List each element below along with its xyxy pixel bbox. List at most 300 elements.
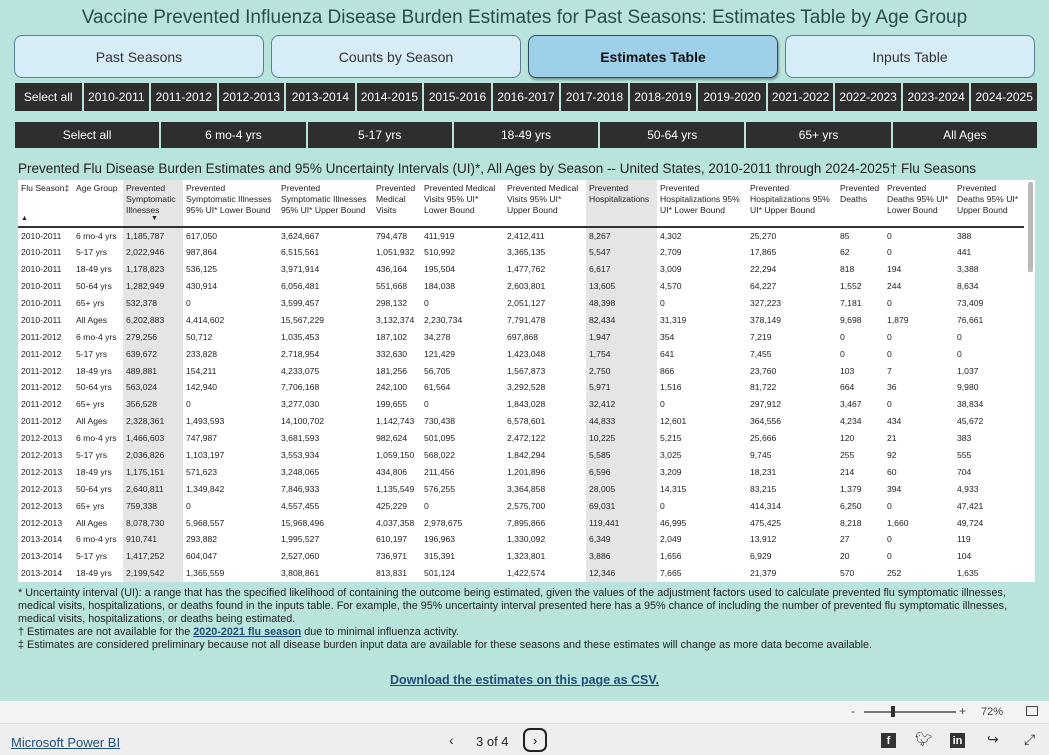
table-cell: 1,754 xyxy=(586,345,657,362)
table-cell: 610,197 xyxy=(376,534,408,545)
table-cell: 327,223 xyxy=(750,298,782,308)
column-header[interactable] xyxy=(586,180,657,227)
table-cell: 555 xyxy=(957,450,972,461)
season-slicer-item[interactable]: 2016-2017 xyxy=(493,83,560,111)
table-cell: 9,745 xyxy=(750,450,772,461)
table-cell: 3,971,914 xyxy=(281,264,320,275)
table-cell: 27 xyxy=(840,534,850,545)
table-cell: 61,564 xyxy=(424,382,451,393)
table-cell: 297,912 xyxy=(750,399,782,410)
table-cell: 4,933 xyxy=(957,483,979,494)
table-scrollbar[interactable] xyxy=(1028,182,1033,272)
table-cell: 3,599,457 xyxy=(281,298,320,308)
table-cell: 1,516 xyxy=(660,382,682,393)
table-cell: 5,215 xyxy=(660,433,682,444)
column-header[interactable] xyxy=(884,180,954,227)
table-cell: 6,617 xyxy=(586,261,657,278)
share-icon[interactable]: ↪ xyxy=(987,731,999,747)
table-cell: 0 xyxy=(660,399,665,410)
table-cell: 293,882 xyxy=(186,534,218,545)
table-cell: 563,024 xyxy=(123,379,183,396)
table-cell: 2,199,542 xyxy=(123,565,183,582)
column-header[interactable] xyxy=(373,180,421,227)
table-row[interactable] xyxy=(18,548,1024,565)
table-cell: All Ages xyxy=(76,314,108,325)
table-cell: 195,504 xyxy=(424,264,456,275)
table-cell: 1,466,603 xyxy=(123,430,183,447)
table-cell: 4,557,455 xyxy=(281,500,320,511)
table-cell: 489,881 xyxy=(123,362,183,379)
table-cell: 25,666 xyxy=(750,433,777,444)
table-cell: 2,022,946 xyxy=(123,244,183,261)
table-cell: 2012-2013 xyxy=(21,517,63,528)
table-cell: 1,185,787 xyxy=(123,227,183,244)
column-header-label: Flu Season‡ xyxy=(21,183,70,193)
season-slicer-item[interactable]: 2012-2013 xyxy=(219,83,285,111)
table-cell: 7,791,478 xyxy=(507,314,546,325)
column-header-label: Prevented Hospitalizations 95% UI* Upper Bound xyxy=(750,183,830,215)
microsoft-power-bi-link[interactable]: Microsoft Power BI xyxy=(11,735,121,750)
season-slicer-item[interactable]: 2023-2024 xyxy=(903,83,970,111)
table-cell: 0 xyxy=(887,551,892,562)
table-row[interactable] xyxy=(18,447,1024,464)
table-cell: 3,248,065 xyxy=(281,466,320,477)
table-cell: 2,051,127 xyxy=(507,298,546,308)
table-cell: 536,125 xyxy=(186,264,218,275)
table-cell: 20 xyxy=(840,551,850,562)
table-cell: 866 xyxy=(660,365,675,376)
age-slicer-item[interactable]: 50-64 yrs xyxy=(600,122,744,148)
table-cell: 6,578,601 xyxy=(507,416,546,427)
table-cell: 6 mo-4 yrs xyxy=(76,534,117,545)
table-cell: 2,978,675 xyxy=(424,517,463,528)
table-cell: 15,567,229 xyxy=(281,314,325,325)
table-cell: 1,879 xyxy=(887,314,909,325)
table-cell: 7,455 xyxy=(750,348,772,359)
table-cell: 298,132 xyxy=(376,298,408,308)
table-cell: 747,987 xyxy=(186,433,218,444)
download-csv-link[interactable]: Download the estimates on this page as CSV. xyxy=(389,673,660,687)
season-slicer-item[interactable]: 2021-2022 xyxy=(768,83,834,111)
table-cell: 187,102 xyxy=(376,331,408,342)
table-cell: 571,623 xyxy=(186,466,218,477)
table-cell: 434 xyxy=(887,416,902,427)
table-cell: 794,478 xyxy=(376,230,408,241)
table-row[interactable] xyxy=(18,463,1024,480)
table-cell: 119,441 xyxy=(586,514,657,531)
table-cell: 4,302 xyxy=(660,230,682,241)
table-cell: 2,472,122 xyxy=(507,433,546,444)
table-cell: 14,315 xyxy=(660,483,687,494)
table-cell: 0 xyxy=(424,399,429,410)
age-slicer-item[interactable]: 5-17 yrs xyxy=(308,122,452,148)
table-cell: 81,722 xyxy=(750,382,777,393)
table-cell: 12,601 xyxy=(660,416,687,427)
column-header[interactable] xyxy=(73,180,123,227)
table-cell: 119 xyxy=(957,534,971,545)
season-slicer-item[interactable]: 2013-2014 xyxy=(286,83,355,111)
table-cell: 1,330,092 xyxy=(507,534,546,545)
table-cell: 411,919 xyxy=(424,230,455,241)
table-cell: 3,364,858 xyxy=(507,483,546,494)
table-cell: 1,660 xyxy=(887,517,909,528)
table-cell: 2,412,411 xyxy=(507,230,545,241)
table-row[interactable] xyxy=(18,379,1024,396)
twitter-icon[interactable]: 🐦︎ xyxy=(915,731,933,747)
season-slicer-item[interactable]: 2022-2023 xyxy=(835,83,901,111)
table-cell: 14,100,702 xyxy=(281,416,325,427)
column-header[interactable] xyxy=(421,180,504,227)
column-header[interactable] xyxy=(504,180,586,227)
table-cell: 394 xyxy=(887,483,902,494)
column-header[interactable] xyxy=(18,180,73,227)
table-cell: 501,124 xyxy=(424,568,456,579)
table-cell: 31,319 xyxy=(660,314,687,325)
table-cell: 2010-2011 xyxy=(21,314,62,325)
table-cell: 5-17 yrs xyxy=(76,247,108,258)
table-cell: 6,202,883 xyxy=(123,311,183,328)
table-cell: 60 xyxy=(887,466,897,477)
table-cell: 22,294 xyxy=(750,264,777,275)
powerbi-footer xyxy=(0,723,1049,755)
table-cell: 4,233,075 xyxy=(281,365,320,376)
table-cell: 641 xyxy=(660,348,675,359)
zoom-in-button[interactable]: + xyxy=(959,704,967,718)
column-header-label: Prevented Deaths xyxy=(840,183,880,204)
table-cell: 2,603,801 xyxy=(507,281,546,292)
table-cell: 5-17 yrs xyxy=(76,551,108,562)
table-cell: 65+ yrs xyxy=(76,298,105,308)
table-cell: All Ages xyxy=(76,416,108,427)
table-cell: 736,971 xyxy=(376,551,408,562)
table-cell: 7,665 xyxy=(660,568,682,579)
table-cell: 1,349,842 xyxy=(186,483,225,494)
table-row[interactable] xyxy=(18,345,1024,362)
table-cell: 49,724 xyxy=(957,517,984,528)
column-header[interactable] xyxy=(657,180,747,227)
table-cell: 0 xyxy=(887,348,892,359)
sort-ascending-icon[interactable]: ▲ xyxy=(21,215,28,222)
age-slicer-item[interactable]: Select all xyxy=(15,122,159,148)
column-header-label: Prevented Medical Visits xyxy=(376,183,416,215)
column-header-label: Prevented Hospitalizations xyxy=(589,183,650,204)
table-cell: 1,552 xyxy=(840,281,862,292)
column-header[interactable] xyxy=(837,180,884,227)
table-row[interactable] xyxy=(18,565,1024,582)
footnote-double-dagger: ‡ Estimates are considered preliminary because not all disease burden input data are available for these seasons and these estimates will change as more data become available. xyxy=(18,639,873,651)
next-page-button[interactable] xyxy=(523,728,547,752)
table-cell: 6,596 xyxy=(586,463,657,480)
table-cell: 50,712 xyxy=(186,331,213,342)
table-row[interactable] xyxy=(18,278,1024,295)
column-header[interactable] xyxy=(954,180,1024,227)
table-row[interactable] xyxy=(18,413,1024,430)
column-header[interactable] xyxy=(183,180,278,227)
column-header-label: Prevented Hospitalizations 95% UI* Lower Bound xyxy=(660,183,740,215)
table-cell: 1,365,559 xyxy=(186,568,225,579)
table-cell: 83,215 xyxy=(750,483,777,494)
table-cell: 576,255 xyxy=(424,483,456,494)
table-cell: 2013-2014 xyxy=(21,551,63,562)
age-slicer-item[interactable]: All Ages xyxy=(893,122,1037,148)
table-cell: 818 xyxy=(840,264,855,275)
tab-inputs-table[interactable]: Inputs Table xyxy=(785,35,1035,78)
previous-page-button[interactable]: ‹ xyxy=(449,732,454,748)
table-cell: 12,346 xyxy=(586,565,657,582)
table-cell: 1,103,197 xyxy=(186,450,225,461)
table-cell: 813,831 xyxy=(376,568,408,579)
table-cell: 356,528 xyxy=(123,396,183,413)
table-cell: 6,515,561 xyxy=(281,247,320,258)
table-cell: 475,425 xyxy=(750,517,782,528)
linkedin-icon[interactable]: in xyxy=(950,733,965,748)
table-cell: 4,414,602 xyxy=(186,314,225,325)
table-cell: 551,668 xyxy=(376,281,408,292)
tab-counts-by-season[interactable]: Counts by Season xyxy=(271,35,521,78)
table-cell: 2011-2012 xyxy=(21,382,62,393)
table-cell: 1,842,294 xyxy=(507,450,546,461)
table-cell: 214 xyxy=(840,466,855,477)
table-cell: 47,421 xyxy=(957,500,984,511)
estimates-table-visual xyxy=(18,180,1035,582)
table-cell: 6 mo-4 yrs xyxy=(76,331,117,342)
table-cell: 0 xyxy=(957,348,962,359)
table-cell: 730,438 xyxy=(424,416,456,427)
zoom-slider-thumb[interactable] xyxy=(891,706,895,717)
column-header-label: Prevented Medical Visits 95% UI* Upper Bound xyxy=(507,183,579,215)
table-cell: 21 xyxy=(887,433,897,444)
table-cell: 1,567,873 xyxy=(507,365,546,376)
table-cell: 2,640,811 xyxy=(123,480,183,497)
footnotes xyxy=(18,587,1033,652)
table-cell: 56,705 xyxy=(424,365,451,376)
column-header-label: Age Group xyxy=(76,183,118,193)
tab-past-seasons[interactable]: Past Seasons xyxy=(14,35,264,78)
table-cell: 501,095 xyxy=(424,433,456,444)
table-cell: 17,865 xyxy=(750,247,777,258)
table-cell: 211,456 xyxy=(424,466,455,477)
season-slicer-item[interactable]: 2019-2020 xyxy=(698,83,766,111)
table-cell: 987,864 xyxy=(186,247,218,258)
table-cell: 354 xyxy=(660,331,675,342)
column-header[interactable] xyxy=(278,180,373,227)
table-cell: 104 xyxy=(957,551,972,562)
table-cell: 9,980 xyxy=(957,382,979,393)
table-cell: 48,398 xyxy=(586,295,657,312)
table-cell: 617,050 xyxy=(186,230,218,241)
sort-descending-icon[interactable]: ▼ xyxy=(151,215,158,222)
table-cell: 3,886 xyxy=(586,548,657,565)
table-cell: 103 xyxy=(840,365,855,376)
table-row[interactable] xyxy=(18,531,1024,548)
table-cell: 34,278 xyxy=(424,331,451,342)
season-slicer-item[interactable]: 2014-2015 xyxy=(357,83,423,111)
table-cell: 3,132,374 xyxy=(376,314,415,325)
table-cell: 2012-2013 xyxy=(21,466,63,477)
table-cell: 1,423,048 xyxy=(507,348,546,359)
table-cell: 4,234 xyxy=(840,416,862,427)
table-cell: 2,750 xyxy=(586,362,657,379)
table-cell: 5-17 yrs xyxy=(76,348,108,359)
table-cell: 0 xyxy=(887,500,892,511)
table-cell: 1,142,743 xyxy=(376,416,415,427)
table-cell: 3,681,593 xyxy=(281,433,320,444)
table-cell: 2,575,700 xyxy=(507,500,546,511)
table-cell: 3,808,861 xyxy=(281,568,320,579)
zoom-slider-track[interactable] xyxy=(864,711,956,713)
table-cell: 0 xyxy=(660,298,665,308)
table-cell: 184,038 xyxy=(424,281,456,292)
table-row[interactable] xyxy=(18,514,1024,531)
nav-tabs xyxy=(14,35,1035,78)
facebook-icon[interactable]: f xyxy=(881,733,896,748)
season-slicer-item[interactable]: 2010-2011 xyxy=(84,83,150,111)
table-row[interactable] xyxy=(18,497,1024,514)
table-cell: 25,270 xyxy=(750,230,777,241)
column-header-label: Prevented Symptomatic Illnesses 95% UI* Upper Bound xyxy=(281,183,367,215)
table-cell: 3,277,030 xyxy=(281,399,320,410)
table-cell: 0 xyxy=(887,298,892,308)
table-cell: 4,037,358 xyxy=(376,517,415,528)
table-cell: 65+ yrs xyxy=(76,399,105,410)
table-cell: 3,624,667 xyxy=(281,230,320,241)
table-row[interactable] xyxy=(18,480,1024,497)
column-header[interactable] xyxy=(123,180,183,227)
table-cell: 64,227 xyxy=(750,281,777,292)
age-slicer-item[interactable]: 65+ yrs xyxy=(746,122,890,148)
table-cell: 8,267 xyxy=(586,227,657,244)
table-cell: 199,655 xyxy=(376,399,408,410)
tab-estimates-table[interactable]: Estimates Table xyxy=(528,35,778,78)
table-cell: 2010-2011 xyxy=(21,264,62,275)
table-cell: 181,256 xyxy=(376,365,408,376)
table-cell: 0 xyxy=(840,348,845,359)
table-cell: 1,201,896 xyxy=(507,466,546,477)
zoom-percent: 72% xyxy=(981,706,1004,718)
table-cell: 242,100 xyxy=(376,382,408,393)
table-cell: 38,834 xyxy=(957,399,984,410)
table-cell: 2,527,060 xyxy=(281,551,320,562)
table-cell: 0 xyxy=(887,230,892,241)
table-row[interactable] xyxy=(18,244,1024,261)
table-cell: 2,718,954 xyxy=(281,348,320,359)
table-cell: 3,025 xyxy=(660,450,682,461)
table-cell: 2010-2011 xyxy=(21,247,62,258)
table-cell: 0 xyxy=(660,500,665,511)
table-row[interactable] xyxy=(18,430,1024,447)
table-row[interactable] xyxy=(18,396,1024,413)
table-cell: 2011-2012 xyxy=(21,399,62,410)
season-slicer-item[interactable]: Select all xyxy=(15,83,82,111)
table-cell: 759,338 xyxy=(123,497,183,514)
table-cell: 7,895,866 xyxy=(507,517,546,528)
table-cell: 0 xyxy=(424,500,429,511)
table-cell: 2,036,826 xyxy=(123,447,183,464)
season-slicer-item[interactable]: 2015-2016 xyxy=(424,83,491,111)
footnote-dagger: † Estimates are not available for the 2020-2021 flu season due to minimal influenza activity. xyxy=(18,626,459,638)
table-cell: 2011-2012 xyxy=(21,331,62,342)
table-cell: 120 xyxy=(840,433,855,444)
table-row[interactable] xyxy=(18,362,1024,379)
table-row[interactable] xyxy=(18,295,1024,312)
table-cell: 2011-2012 xyxy=(21,416,62,427)
table-cell: 6,056,481 xyxy=(281,281,320,292)
table-cell: 1,493,593 xyxy=(186,416,225,427)
table-cell: 1,843,028 xyxy=(507,399,546,410)
age-slicer-item[interactable]: 18-49 yrs xyxy=(454,122,598,148)
column-header[interactable] xyxy=(747,180,837,227)
table-cell: 85 xyxy=(840,230,850,241)
fit-to-page-icon[interactable] xyxy=(1026,706,1038,716)
zoom-out-button[interactable]: - xyxy=(851,704,855,718)
table-cell: 0 xyxy=(840,331,845,342)
table-cell: 5,971 xyxy=(586,379,657,396)
season-slicer-item[interactable]: 2024-2025 xyxy=(971,83,1037,111)
table-cell: 7 xyxy=(887,365,892,376)
table-cell: 8,634 xyxy=(957,281,979,292)
table-cell: 2,709 xyxy=(660,247,682,258)
table-cell: 378,149 xyxy=(750,314,782,325)
table-cell: 1,417,252 xyxy=(123,548,183,565)
table-cell: 7,846,933 xyxy=(281,483,320,494)
table-cell: 6,250 xyxy=(840,500,862,511)
season-slicer xyxy=(15,83,1037,111)
flu-season-2020-2021-link[interactable]: 2020-2021 flu season xyxy=(193,626,302,638)
table-cell: 65+ yrs xyxy=(76,500,105,511)
table-cell: 910,741 xyxy=(123,531,183,548)
column-header-label: Prevented Deaths 95% UI* Upper Bound xyxy=(957,183,1019,215)
table-cell: 6 mo-4 yrs xyxy=(76,433,117,444)
age-slicer-item[interactable]: 6 mo-4 yrs xyxy=(161,122,305,148)
table-cell: 50-64 yrs xyxy=(76,281,112,292)
table-cell: 3,292,528 xyxy=(507,382,546,393)
table-cell: 62 xyxy=(840,247,850,258)
table-cell: 441 xyxy=(957,247,972,258)
table-cell: 0 xyxy=(887,534,892,545)
season-slicer-item[interactable]: 2017-2018 xyxy=(561,83,628,111)
expand-icon[interactable]: ⤢ xyxy=(1024,731,1036,747)
table-cell: 6,929 xyxy=(750,551,772,562)
table-row[interactable] xyxy=(18,311,1024,328)
table-cell: 0 xyxy=(887,247,892,258)
table-cell: 1,051,932 xyxy=(376,247,415,258)
table-cell: 1,175,151 xyxy=(123,463,183,480)
table-row[interactable] xyxy=(18,261,1024,278)
table-cell: 69,031 xyxy=(586,497,657,514)
season-slicer-item[interactable]: 2011-2012 xyxy=(151,83,217,111)
table-row[interactable] xyxy=(18,328,1024,345)
table-cell: 0 xyxy=(887,331,892,342)
table-cell: 121,429 xyxy=(424,348,456,359)
table-cell: 44,833 xyxy=(586,413,657,430)
table-cell: 2012-2013 xyxy=(21,500,63,511)
age-group-slicer xyxy=(15,122,1037,148)
table-cell: 6,349 xyxy=(586,531,657,548)
table-cell: 2012-2013 xyxy=(21,483,63,494)
table-cell: 18,231 xyxy=(750,466,777,477)
table-cell: 2010-2011 xyxy=(21,230,62,241)
season-slicer-item[interactable]: 2018-2019 xyxy=(630,83,697,111)
table-cell: 23,760 xyxy=(750,365,777,376)
table-cell: 414,314 xyxy=(750,500,782,511)
table-cell: 8,078,730 xyxy=(123,514,183,531)
table-row[interactable] xyxy=(18,227,1024,244)
table-cell: 18-49 yrs xyxy=(76,466,112,477)
table-cell: 430,914 xyxy=(186,281,218,292)
table-cell: 2,328,361 xyxy=(123,413,183,430)
table-cell: 664 xyxy=(840,382,855,393)
table-cell: 0 xyxy=(186,399,191,410)
